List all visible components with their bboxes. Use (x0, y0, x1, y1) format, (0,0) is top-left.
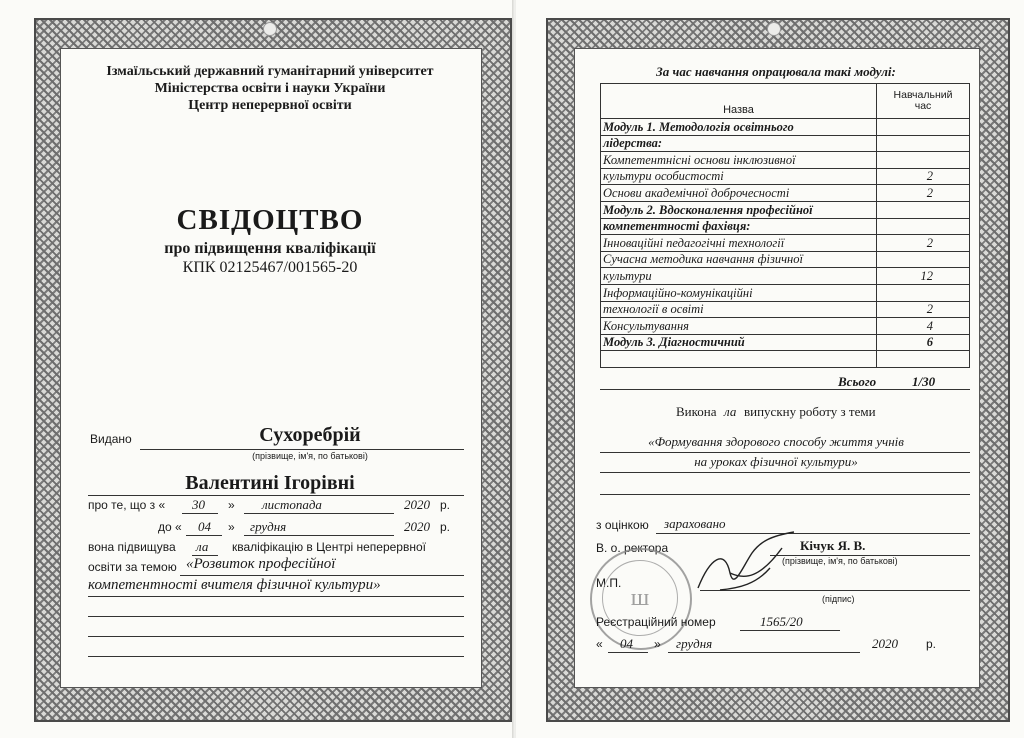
to-day-line (186, 535, 222, 536)
issued-label: Видано (90, 432, 132, 446)
table-row (601, 268, 970, 285)
module-hours (877, 135, 970, 152)
table-row (601, 201, 970, 218)
from-date-prefix: про те, що з « (88, 498, 166, 512)
thesis-blank-rule (600, 494, 970, 495)
table-row (601, 135, 970, 152)
rector-name: Кічук Я. В. (800, 538, 866, 553)
topic-line-2: компетентності вчителя фізичної культури» (88, 577, 381, 593)
issue-month-rule (668, 652, 860, 653)
table-row (601, 334, 970, 351)
thesis-intro-c: випускну роботу з теми (744, 404, 876, 419)
table-row (601, 119, 970, 136)
reg-number-label: Реєстраційний номер (596, 615, 716, 629)
rector-caption: (прізвище, ім'я, по батькові) (782, 556, 898, 566)
module-hours (877, 218, 970, 235)
from-year: 2020 (404, 497, 430, 512)
table-row (601, 235, 970, 252)
to-month: грудня (250, 519, 287, 534)
module-name: лідерства: (601, 135, 877, 152)
university-name: Ізмаїльський державний гуманітарний університет (106, 64, 434, 79)
from-day-line (182, 513, 218, 514)
punch-hole-right (767, 22, 781, 36)
date-quote-close: » (654, 637, 661, 651)
trident-emblem-icon: ш (630, 585, 650, 611)
thesis-intro-a: Викона (676, 404, 717, 419)
topic-line-1: «Розвиток професійної (186, 556, 336, 572)
certificate-number: КПК 02125467/001565-20 (182, 259, 358, 276)
raised-text-end: кваліфікацію в Центрі неперервної (232, 540, 426, 554)
thesis-topic-line-1: «Формування здорового способу життя учнів (648, 434, 904, 449)
issue-day: 04 (620, 636, 633, 651)
blank-line-2 (88, 636, 464, 637)
table-row (601, 318, 970, 335)
grade-label: з оцінкою (596, 518, 649, 532)
modules-heading: За час навчання опрацювала такі модулі: (656, 64, 896, 79)
issue-year-suffix: р. (926, 637, 937, 651)
table-row (601, 251, 970, 268)
to-year: 2020 (404, 519, 430, 534)
module-name: Модуль 3. Діагностичний (601, 334, 877, 351)
module-name: Модуль 2. Вдосконалення професійної (601, 201, 877, 218)
to-month-line (244, 535, 394, 536)
total-label: Всього (838, 374, 877, 389)
grade-value: зараховано (664, 516, 726, 531)
topic-line-2-rule (88, 596, 464, 597)
total-value: 1/30 (912, 374, 936, 389)
table-row (601, 152, 970, 169)
reg-number-rule (740, 630, 840, 631)
center-name: Центр неперервної освіти (188, 98, 352, 113)
column-header-hours (877, 84, 970, 119)
ministry-name: Міністерства освіти і науки України (154, 81, 386, 96)
total-rule (600, 389, 970, 390)
punch-hole (263, 22, 277, 36)
module-hours (877, 119, 970, 136)
module-name: Сучасна методика навчання фізичної (601, 251, 877, 268)
raised-text-ending: ла (196, 539, 209, 554)
thesis-line-2-rule (600, 472, 970, 473)
table-row (601, 218, 970, 235)
to-year-suffix: р. (440, 520, 451, 534)
module-name: Консультування (601, 318, 877, 335)
table-header-row (601, 84, 970, 119)
reg-number-value: 1565/20 (760, 614, 803, 629)
module-hours: 2 (877, 168, 970, 185)
table-row (601, 168, 970, 185)
column-header-hours-line-1: Навчальний (893, 89, 953, 101)
certificate-subtitle: про підвищення кваліфікації (164, 240, 376, 257)
module-name: Інформаційно-комунікаційні (601, 284, 877, 301)
module-name: Інноваційні педагогічні технології (601, 235, 877, 252)
recipient-given-names: Валентині Ігорівні (185, 472, 355, 494)
module-hours (877, 152, 970, 169)
module-hours: 4 (877, 318, 970, 335)
from-month-line (244, 513, 394, 514)
to-quote-close: » (228, 520, 235, 534)
column-header-hours-line-2: час (914, 100, 932, 112)
module-name: культури особистості (601, 168, 877, 185)
from-year-suffix: р. (440, 498, 451, 512)
module-name: технології в освіті (601, 301, 877, 318)
thesis-intro-b: ла (724, 404, 737, 419)
module-hours: 12 (877, 268, 970, 285)
blank-line-3 (88, 656, 464, 657)
modules-table (600, 83, 970, 368)
module-name: Основи академічної доброчесності (601, 185, 877, 202)
issue-month: грудня (676, 636, 713, 651)
module-hours: 2 (877, 185, 970, 202)
topic-line-1-rule (180, 575, 464, 576)
given-names-line (88, 495, 464, 496)
thesis-line-1-rule (600, 452, 970, 453)
module-hours (877, 351, 970, 368)
rector-signature (690, 528, 800, 598)
recipient-surname: Сухоребрій (259, 424, 361, 446)
table-row (601, 301, 970, 318)
column-header-name: Назва (601, 84, 877, 119)
module-name: Компетентнісні основи інклюзивної (601, 152, 877, 169)
thesis-topic-line-2: на уроках фізичної культури» (694, 454, 858, 469)
surname-caption: (прізвище, ім'я, по батькові) (252, 451, 368, 461)
certificate-title: СВІДОЦТВО (176, 204, 364, 236)
module-hours: 6 (877, 334, 970, 351)
table-row (601, 284, 970, 301)
module-hours (877, 251, 970, 268)
from-day: 30 (192, 497, 205, 512)
module-hours (877, 284, 970, 301)
module-name (601, 351, 877, 368)
date-quote-open: « (596, 637, 603, 651)
rector-label: В. о. ректора (596, 541, 669, 555)
raised-text-start: вона підвищува (88, 540, 176, 554)
signature-caption: (підпис) (822, 594, 855, 604)
module-hours: 2 (877, 301, 970, 318)
blank-line-1 (88, 616, 464, 617)
issue-day-rule (608, 652, 648, 653)
module-name: компетентності фахівця: (601, 218, 877, 235)
table-row (601, 351, 970, 368)
topic-label: освіти за темою (88, 560, 177, 574)
surname-line (140, 449, 464, 450)
table-row (601, 185, 970, 202)
module-name: культури (601, 268, 877, 285)
from-quote-close: » (228, 498, 235, 512)
module-name: Модуль 1. Методологія освітнього (601, 119, 877, 136)
module-hours: 2 (877, 235, 970, 252)
module-hours (877, 201, 970, 218)
to-day: 04 (198, 519, 211, 534)
official-seal-stamp (590, 548, 692, 650)
seal-label: М.П. (596, 576, 622, 590)
from-month: листопада (262, 497, 322, 512)
issue-year: 2020 (872, 636, 898, 651)
to-date-prefix: до « (158, 520, 182, 534)
